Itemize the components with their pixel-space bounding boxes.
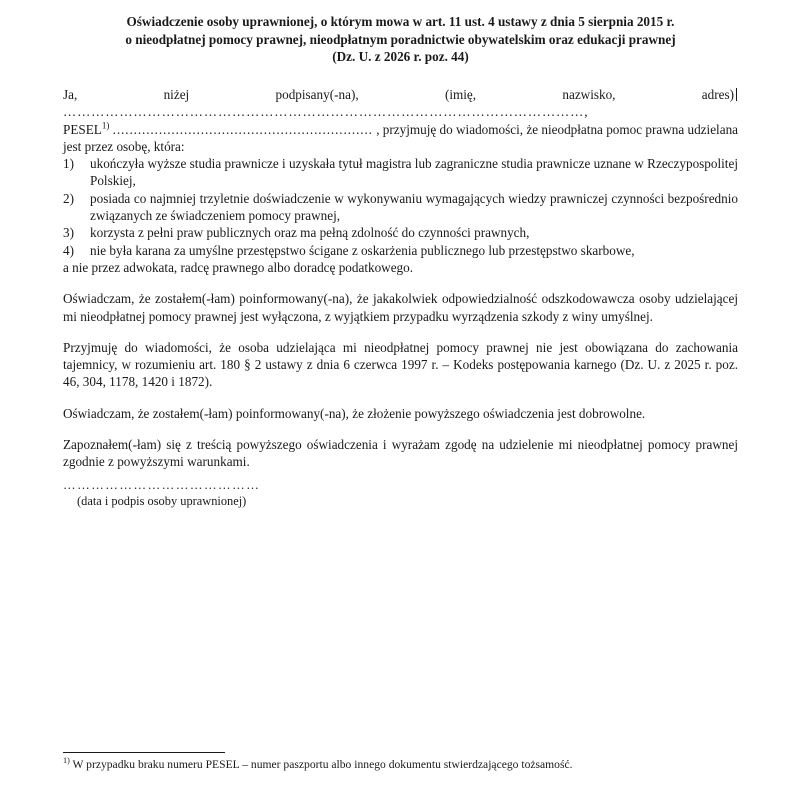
signature-block <box>63 477 463 510</box>
list-item <box>63 190 738 225</box>
title-line-1: Oświadczenie osoby uprawnionej, o którym mowa w art. 11 ust. 4 ustawy z dnia 5 sierpnia 2015 r. <box>126 14 675 29</box>
list-item-text: posiada co najmniej trzyletnie doświadczenie w wykonywaniu wymagających wiedzy prawniczej czynności bezpośrednio związanych ze świadczeniem pomocy prawnej, <box>90 190 738 224</box>
footnote-text <box>63 758 753 772</box>
page-title <box>63 13 738 66</box>
declaration-liability: Oświadczam, że zostałem(-łam) poinformowany(-na), że jakakolwiek odpowiedzialność odszkodowawcza osoby udzielającej mi nieodpłatnej pomocy prawnej jest wyłączona, z wyjątkiem przypadku wyrządzenia szkody z winy umyślnej. <box>63 291 738 324</box>
pesel-input[interactable]: .............................................................. <box>112 121 373 137</box>
declaration-consent: Zapoznałem(-łam) się z treścią powyższego oświadczenia i wyrażam zgodę na udzielenie mi nieodpłatnej pomocy prawnej zgodnie z powyższymi warunkami. <box>63 437 738 470</box>
pesel-footnote-marker: 1) <box>101 120 110 131</box>
list-item <box>63 224 738 241</box>
list-item-number: 2) <box>63 190 74 206</box>
title-line-2: o nieodpłatnej pomocy prawnej, nieodpłatnym poradnictwie obywatelskim oraz edukacji prawnej <box>125 31 676 47</box>
list-item-text: ukończyła wyższe studia prawnicze i uzyskała tytuł magistra lub zagraniczne studia prawnicze uznane w Rzeczypospolitej Polskiej, <box>90 156 738 189</box>
requirements-closing: a nie przez adwokata, radcę prawnego albo doradcę podatkowego. <box>63 259 414 275</box>
footnote-separator <box>63 752 225 753</box>
intro-name-comma: , <box>584 104 588 120</box>
list-item-number: 3) <box>63 225 74 241</box>
declaration-confidentiality: Przyjmuję do wiadomości, że osoba udzielająca mi nieodpłatnej pomocy prawnej nie jest obowiązana do zachowania tajemnicy, w rozumieniu art. 180 § 2 ustawy z dnia 6 czerwca 1997 r. – Kodeks postępowania karnego (Dz. U. z 2025 r. poz. 46, 304, 1178, 1420 i 1872). <box>63 339 738 390</box>
footnote-area <box>63 752 753 772</box>
footnote-body: W przypadku braku numeru PESEL – numer paszportu albo innego dokumentu stwierdzającego tożsamość. <box>72 758 573 771</box>
pesel-label: PESEL <box>63 121 102 137</box>
list-item-text: korzysta z pełni praw publicznych oraz ma pełną zdolność do czynności prawnych, <box>90 225 530 241</box>
document-body <box>63 86 738 471</box>
name-address-input[interactable]: ………………………………………………………………………………………………… <box>63 104 585 120</box>
intro-paragraph <box>63 86 738 155</box>
declaration-voluntary: Oświadczam, że zostałem(-łam) poinformowany(-na), że złożenie powyższego oświadczenia jest dobrowolne. <box>63 405 646 421</box>
list-item-number: 4) <box>63 242 74 258</box>
list-item-text: nie była karana za umyślne przestępstwo ścigane z oskarżenia publicznego lub przestępstwo skarbowe, <box>90 242 635 258</box>
list-item-number: 1) <box>63 156 74 172</box>
signature-caption: (data i podpis osoby uprawnionej) <box>77 494 247 508</box>
text-cursor <box>736 88 737 101</box>
list-item <box>63 155 738 190</box>
footnote-marker: 1) <box>63 756 70 766</box>
signature-input[interactable]: …………………………………… <box>63 478 261 492</box>
title-line-3: (Dz. U. z 2026 r. poz. 44) <box>332 49 469 65</box>
intro-lead-label: Ja, niżej podpisany(-na), (imię, nazwisko, adres) <box>63 87 734 102</box>
requirements-list <box>63 155 738 259</box>
intro-continuation: , przyjmuję do wiadomości, że nieodpłatna pomoc prawna udzielana jest przez osobę, która: <box>63 121 739 154</box>
list-item <box>63 242 738 259</box>
